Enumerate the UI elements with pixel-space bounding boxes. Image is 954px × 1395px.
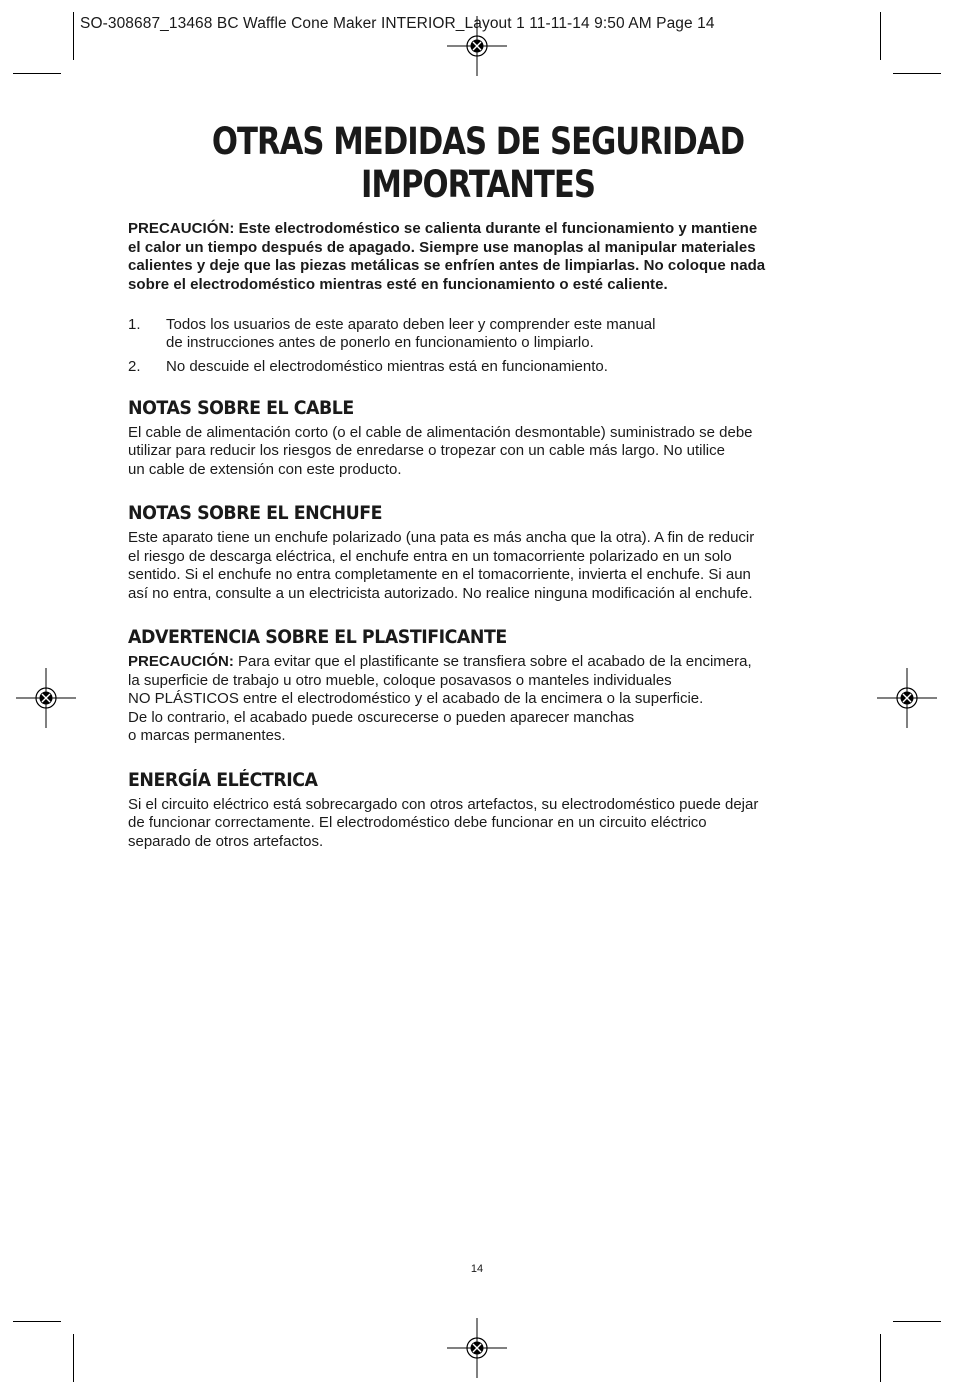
page-title-line-1: OTRAS MEDIDAS DE SEGURIDAD <box>211 120 745 163</box>
registration-mark-icon <box>447 16 507 76</box>
crop-mark-bottom-right-h <box>893 1321 941 1322</box>
registration-mark-icon <box>16 668 76 728</box>
plasticizer-section <box>128 627 828 746</box>
caution-paragraph: PRECAUCIÓN: Este electrodoméstico se calienta durante el funcionamiento y mantiene el calor un tiempo después de apagado. Siempre use manoplas al manipular materiales calientes y deje que las piezas metálicas se enfríen antes de limpiarlas. No coloque nada sobre el electrodoméstico mientras esté en funcionamiento o esté caliente. <box>128 220 766 293</box>
registration-mark-icon <box>447 1318 507 1378</box>
page-title <box>188 120 769 206</box>
list-item: 2. No descuide el electrodoméstico mientras está en funcionamiento. <box>128 357 608 375</box>
list-item: 1. Todos los usuarios de este aparato deben leer y comprender este manual de instrucciones antes de ponerlo en funcionamiento o limpiarlo. <box>128 316 656 352</box>
crop-mark-top-right-v <box>880 12 881 60</box>
caution-label: PRECAUCIÓN: <box>128 653 234 671</box>
section-body: El cable de alimentación corto (o el cable de alimentación desmontable) suministrado se debe utilizar para reducir los riesgos de enredarse o tropezar con un cable más largo. No utilice un cable de extensión con este producto. <box>128 423 753 478</box>
cable-section <box>128 398 828 480</box>
crop-mark-top-left-h <box>13 73 61 74</box>
page-number: 14 <box>470 1263 484 1275</box>
crop-mark-top-right-h <box>893 73 941 74</box>
crop-mark-bottom-left-h <box>13 1321 61 1322</box>
power-section <box>128 770 828 852</box>
crop-mark-bottom-right-v <box>880 1334 881 1382</box>
section-body: PRECAUCIÓN: Para evitar que el plastificante se transfiera sobre el acabado de la encimera, la superficie de trabajo u otro mueble, coloque posavasos o manteles individuales NO PLÁSTICOS entre el electrodoméstico y el acabado de la encimera o la superficie. De lo contrario, el acabado puede oscurecerse o pueden aparecer manchas o marcas permanentes. <box>128 653 752 745</box>
plug-section <box>128 503 828 603</box>
section-body: Este aparato tiene un enchufe polarizado (una pata es más ancha que la otra). A fin de reducir el riesgo de descarga eléctrica, el enchufe entra en un tomacorriente polarizado en un solo sentido. Si el enchufe no entra completamente en el tomacorriente, invierta el enchufe. Si aun así no entra, consulte a un electricista autorizado. No realice ninguna modificación al enchufe. <box>128 529 755 602</box>
section-body: Si el circuito eléctrico está sobrecargado con otros artefactos, su electrodoméstico puede dejar de funcionar correctamente. El electrodoméstico debe funcionar en un circuito eléctrico separado de otros artefactos. <box>128 795 759 850</box>
section-heading: NOTAS SOBRE EL ENCHUFE <box>128 503 383 525</box>
print-slug: SO-308687_13468 BC Waffle Cone Maker INTERIOR_Layout 1 11-11-14 9:50 AM Page 14 <box>80 15 715 32</box>
crop-mark-top-left-v <box>73 12 74 60</box>
page-title-line-2: IMPORTANTES <box>360 163 595 206</box>
section-heading: ADVERTENCIA SOBRE EL PLASTIFICANTE <box>128 627 507 649</box>
safety-list <box>128 316 828 376</box>
section-heading: NOTAS SOBRE EL CABLE <box>128 397 354 419</box>
page-content <box>128 120 828 851</box>
section-heading: ENERGÍA ELÉCTRICA <box>128 769 318 791</box>
crop-mark-bottom-left-v <box>73 1334 74 1382</box>
registration-mark-icon <box>877 668 937 728</box>
